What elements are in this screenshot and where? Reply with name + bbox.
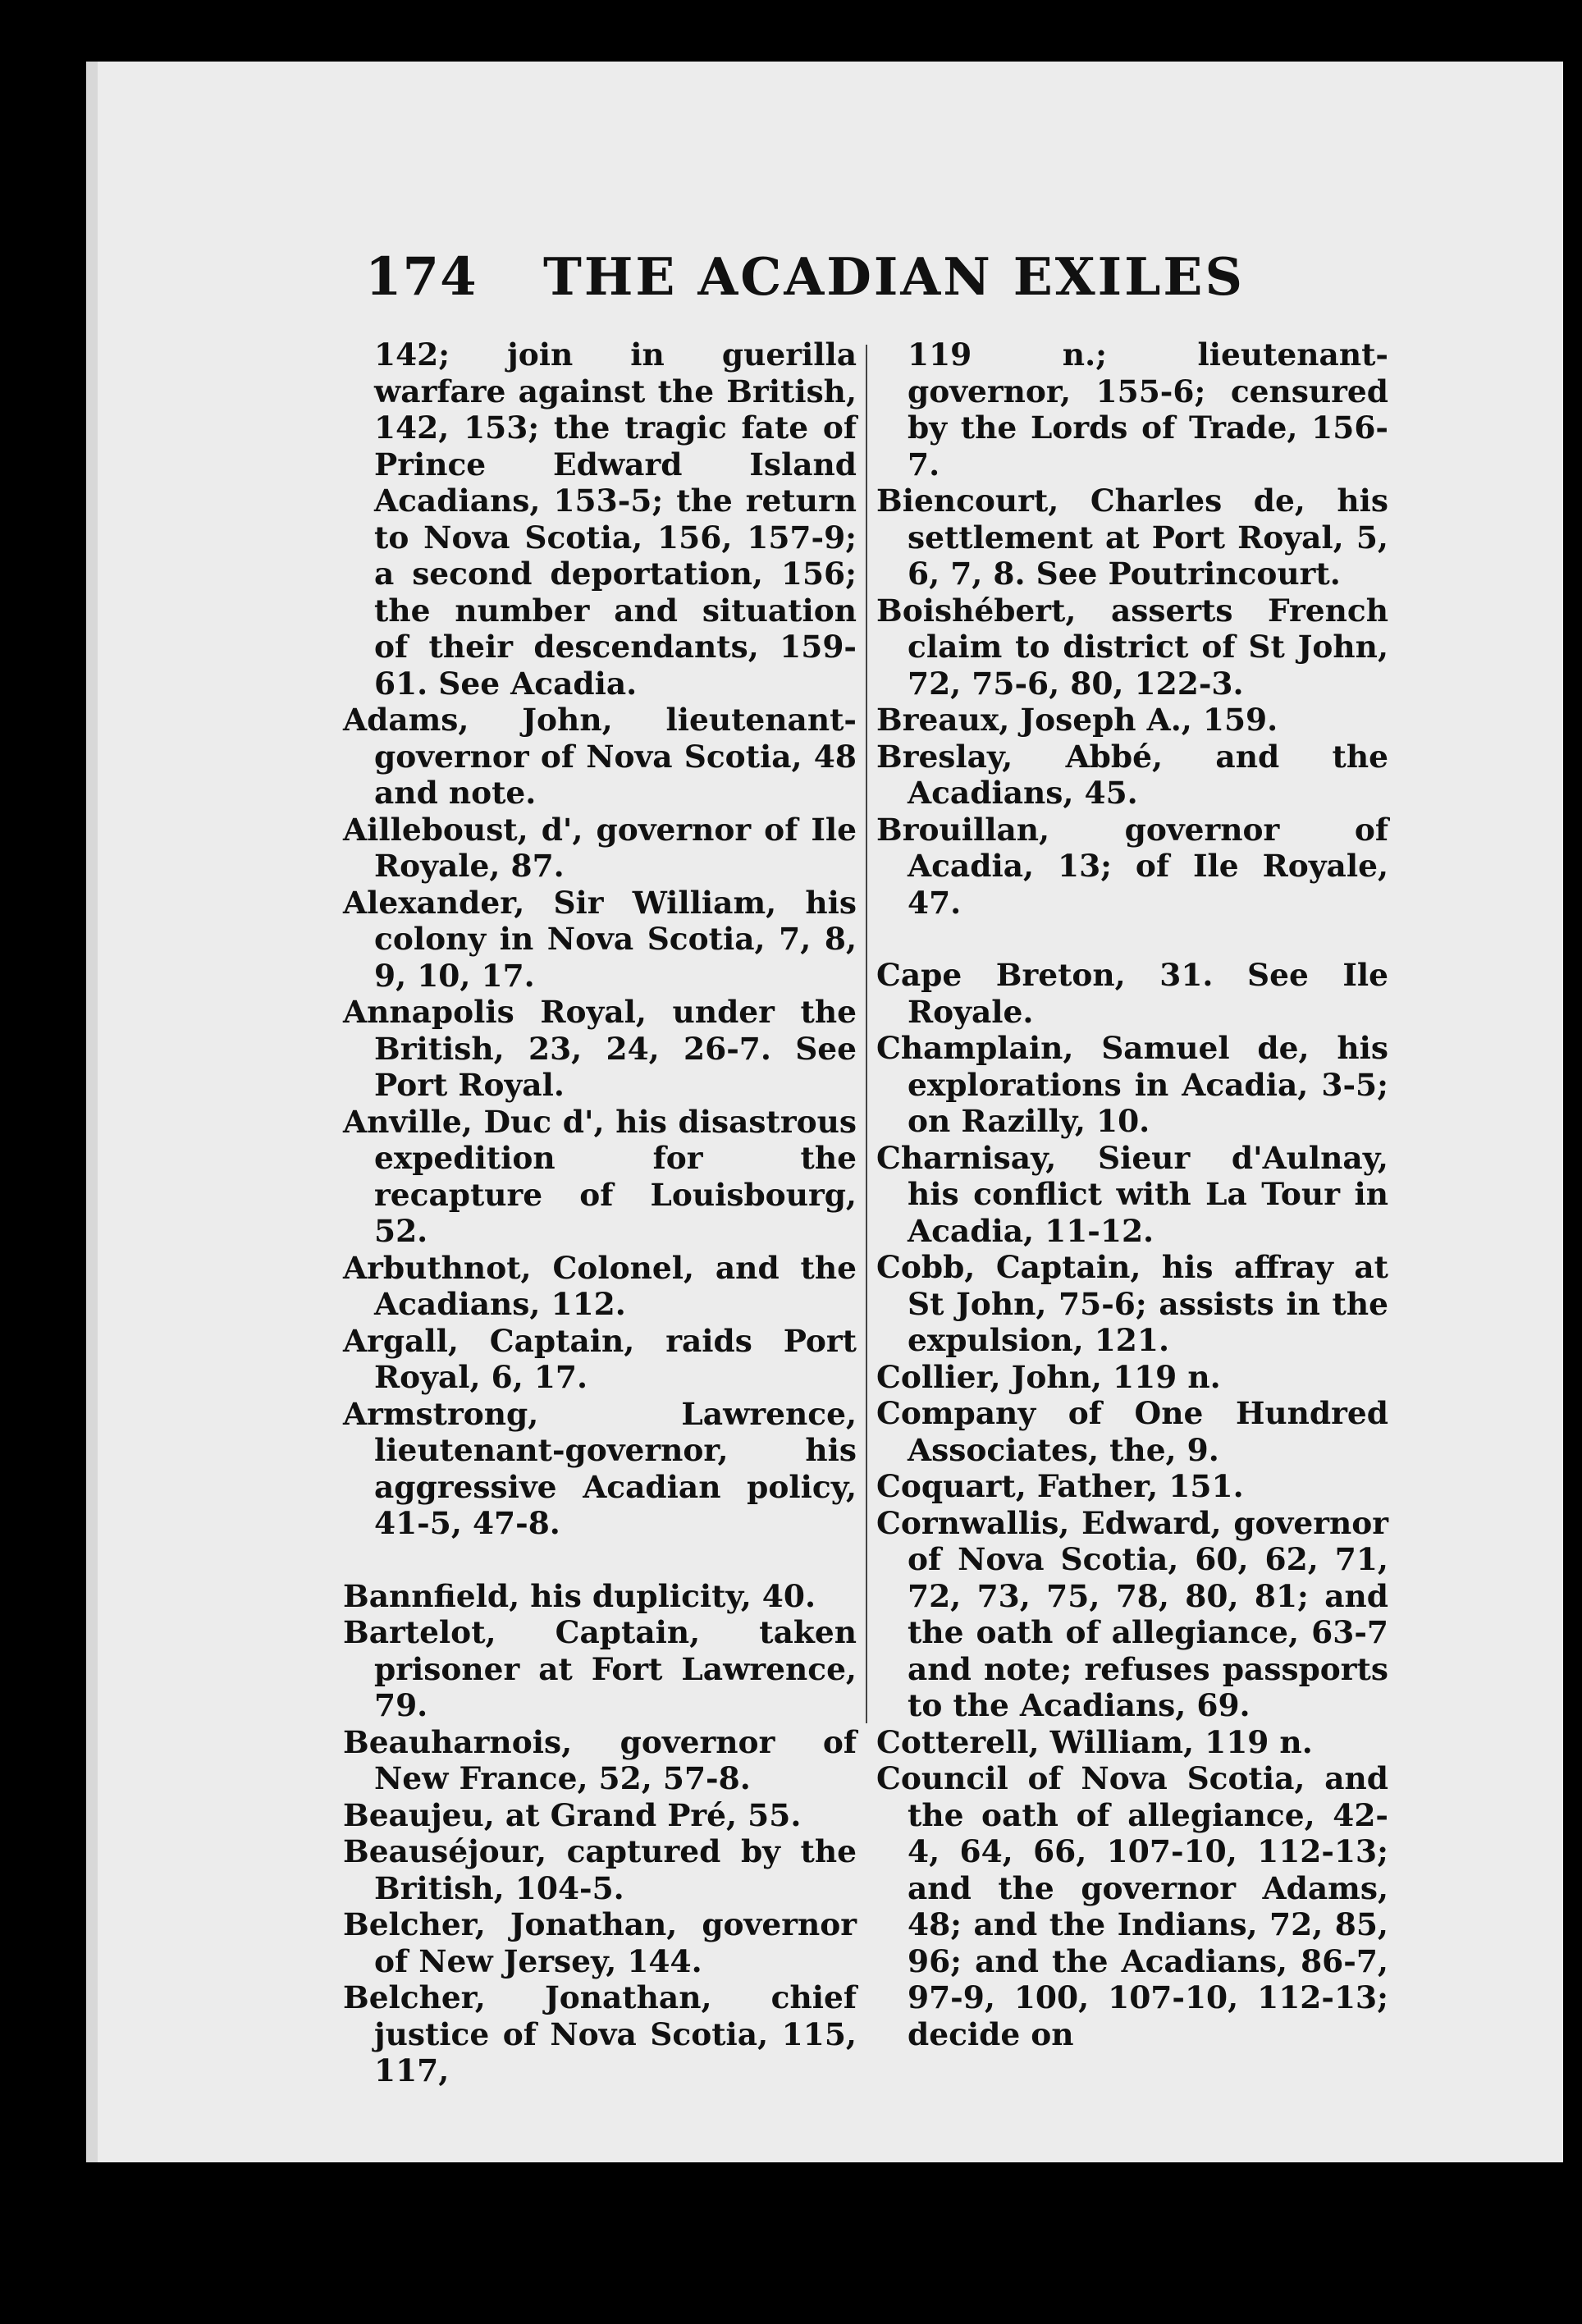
page-number: 174: [365, 246, 478, 308]
letter-group-gap: [876, 921, 1388, 957]
index-entry: Council of Nova Scotia, and the oath of allegiance, 42-4, 64, 66, 107-10, 112-13; and the governor Adams, 48; and the Indians, 72, 85, 96; and the Acadians, 86-7, 97-9, 100, 107-10, 112-13; decide on: [876, 1760, 1388, 2052]
index-entry: Cotterell, William, 119 n.: [876, 1723, 1313, 1760]
index-entry: Beauséjour, captured by the British, 104-5.: [343, 1833, 857, 1906]
index-entry: Coquart, Father, 151.: [876, 1468, 1244, 1504]
index-column-right: [876, 336, 1388, 2052]
column-divider: [866, 345, 867, 1723]
index-entry: Beaujeu, at Grand Pré, 55.: [343, 1796, 802, 1833]
index-entry: Argall, Captain, raids Port Royal, 6, 17.: [343, 1322, 857, 1395]
index-entry-continued: 119 n.; lieutenant-governor, 155-6; censured by the Lords of Trade, 156-7.: [908, 336, 1388, 483]
index-entry: Collier, John, 119 n.: [876, 1358, 1221, 1395]
index-entry: Adams, John, lieutenant-governor of Nova Scotia, 48 and note.: [343, 702, 857, 811]
index-entry: Annapolis Royal, under the British, 23, 24, 26-7. See Port Royal.: [343, 994, 857, 1103]
index-entry: Breaux, Joseph A., 159.: [876, 702, 1278, 738]
index-entry-continued: 142; join in guerilla warfare against the British, 142, 153; the tragic fate of Prince Edward Island Acadians, 153-5; the return to Nova Scotia, 156, 157-9; a second deportation, 156; the number and situation of their descendants, 159-61. See Acadia.: [374, 336, 857, 702]
index-entry: Charnisay, Sieur d'Aulnay, his conflict with La Tour in Acadia, 11-12.: [876, 1139, 1388, 1249]
index-entry: Belcher, Jonathan, chief justice of Nova Scotia, 115, 117,: [343, 1979, 857, 2088]
index-entry: Brouillan, governor of Acadia, 13; of Ile Royale, 47.: [876, 811, 1388, 921]
index-entry: Breslay, Abbé, and the Acadians, 45.: [876, 738, 1388, 811]
index-entry: Champlain, Samuel de, his explorations in Acadia, 3-5; on Razilly, 10.: [876, 1030, 1388, 1139]
index-column-left: [343, 336, 857, 2089]
letter-group-gap: [343, 1542, 857, 1578]
index-entry: Ailleboust, d', governor of Ile Royale, 87.: [343, 811, 857, 884]
index-entry: Boishébert, asserts French claim to district of St John, 72, 75-6, 80, 122-3.: [876, 592, 1388, 702]
index-entry: Bannfield, his duplicity, 40.: [343, 1577, 816, 1614]
running-title: THE ACADIAN EXILES: [543, 246, 1245, 307]
index-entry: Anville, Duc d', his disastrous expedition for the recapture of Louisbourg, 52.: [343, 1103, 857, 1249]
index-entry: Alexander, Sir William, his colony in Nova Scotia, 7, 8, 9, 10, 17.: [343, 884, 857, 994]
index-entry: Bartelot, Captain, taken prisoner at Fort Lawrence, 79.: [343, 1614, 857, 1723]
index-entry: Biencourt, Charles de, his settlement at Port Royal, 5, 6, 7, 8. See Poutrincourt.: [876, 483, 1388, 592]
index-entry: Company of One Hundred Associates, the, 9.: [876, 1395, 1388, 1468]
index-entry: Arbuthnot, Colonel, and the Acadians, 112.: [343, 1249, 857, 1322]
index-entry: Cobb, Captain, his affray at St John, 75-6; assists in the expulsion, 121.: [876, 1249, 1388, 1358]
index-entry: Beauharnois, governor of New France, 52, 57-8.: [343, 1723, 857, 1796]
index-entry: Armstrong, Lawrence, lieutenant-governor, his aggressive Acadian policy, 41-5, 47-8.: [343, 1395, 857, 1541]
page-edge: [86, 62, 98, 2162]
index-entry: Belcher, Jonathan, governor of New Jersey, 144.: [343, 1906, 857, 1979]
index-entry: Cape Breton, 31. See Ile Royale.: [876, 957, 1388, 1030]
index-entry: Cornwallis, Edward, governor of Nova Scotia, 60, 62, 71, 72, 73, 75, 78, 80, 81; and the oath of allegiance, 63-7 and note; refuses passports to the Acadians, 69.: [876, 1504, 1388, 1723]
